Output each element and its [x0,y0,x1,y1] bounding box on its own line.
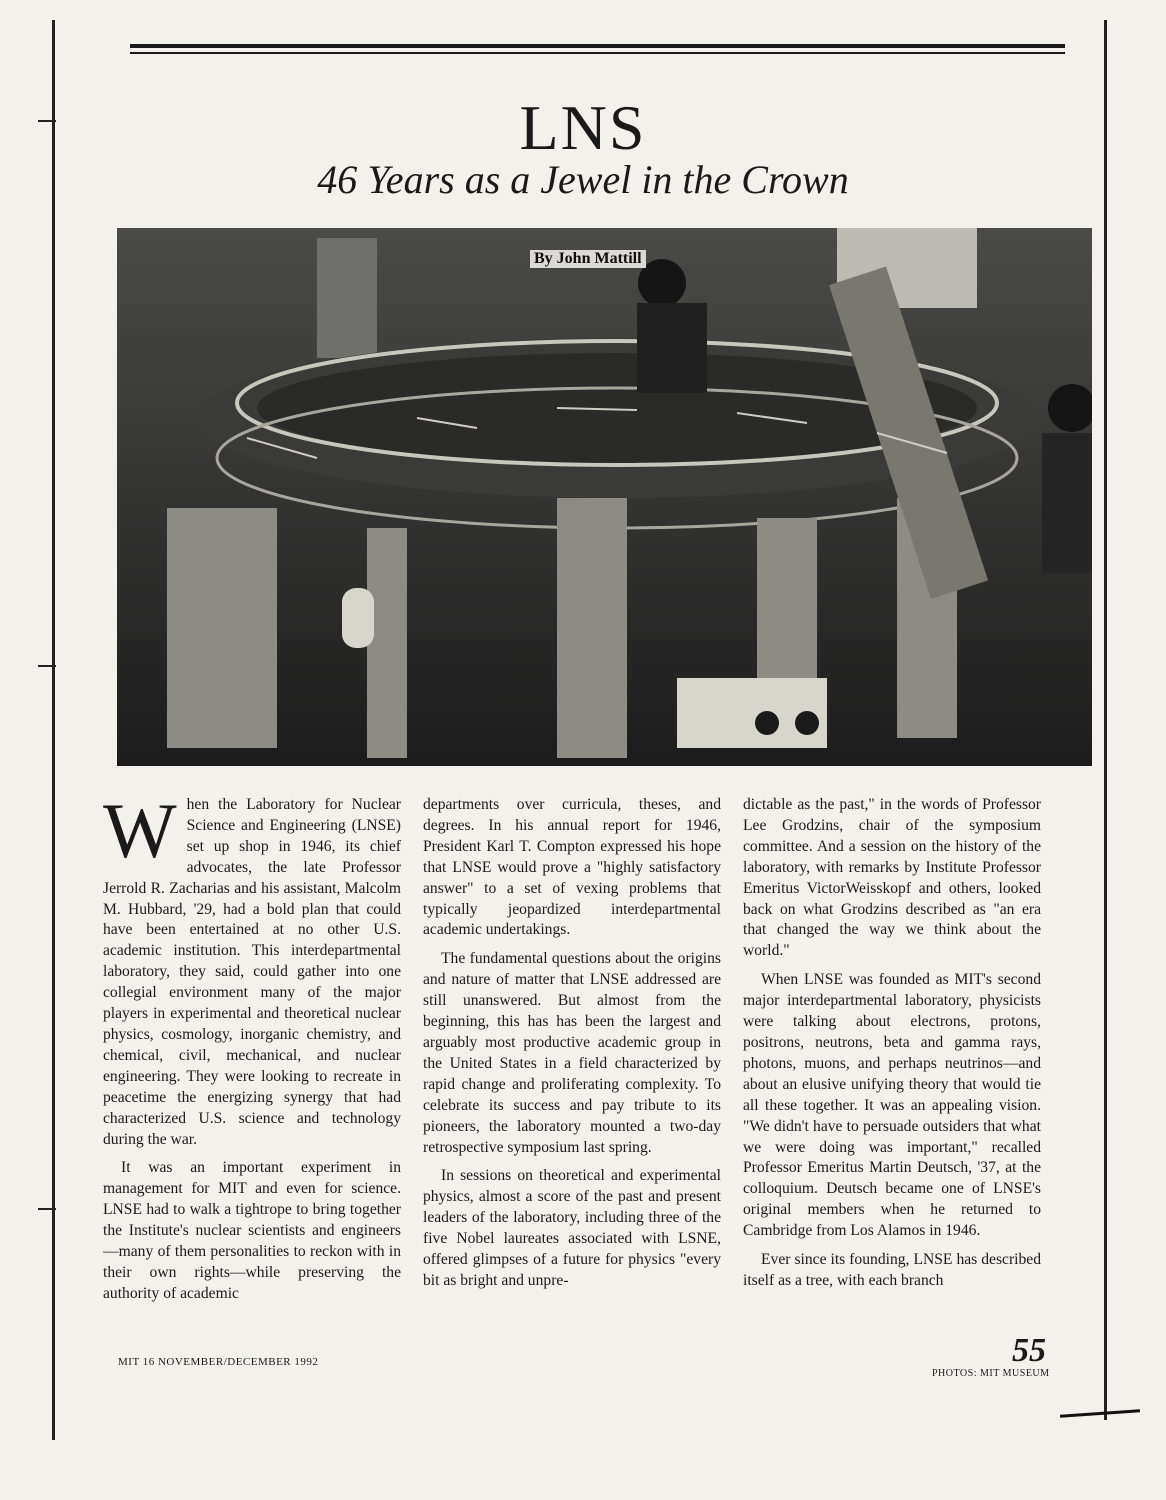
paragraph: It was an important experiment in management for MIT and even for science. LNSE had to walk a tightrope to bring together the Institute's nuclear scientists and engineers—many of them personalities to reckon with in their own rights—while preserving the authority of academic [103,1159,401,1302]
page-number: 55 [1012,1332,1046,1369]
dropcap: W [103,787,177,874]
paragraph: dictable as the past," in the words of Professor Lee Grodzins, chair of the symposium committee. And a session on the history of the laboratory, with remarks by Institute Professor Emeritus VictorWeisskopf and others, looked back on what Grodzins described as "an era that changed the way we think about the world." [743,796,1041,960]
paragraph: In sessions on theoretical and experimental physics, almost a score of the past and present leaders of the laboratory, including three of the five Nobel laureates associated with LSNE, offered glimpses of a future for physics "every bit as bright and unpre- [423,1167,721,1289]
article-subtitle: 46 Years as a Jewel in the Crown [317,157,849,202]
scan-mark [38,665,56,667]
scan-left-edge [52,20,55,1440]
column-2 [423,795,721,1300]
photo-credit: PHOTOS: MIT MUSEUM [932,1368,1050,1379]
column-3 [743,795,1041,1300]
top-rule [130,44,1065,48]
scan-corner-mark [1060,1409,1140,1418]
paragraph: The fundamental questions about the origins and nature of matter that LNSE addressed are still unanswered. But almost from the beginning, this has has been the largest and arguably most productive academic group in the United States in a field characterized by rapid change and proliferating complexity. To celebrate its success and pay tribute to its pioneers, the laboratory mounted a two-day retrospective symposium last spring. [423,950,721,1156]
photo-illustration [117,228,1092,766]
scan-right-edge [1104,20,1107,1420]
paragraph: hen the Laboratory for Nuclear Science and Engineering (LNSE) set up shop in 1946, its chief advocates, the late Professor Jerrold R. Zacharias and his assistant, Malcolm M. Hubbard, '29, had a bold plan that could have been entertained at no other U.S. academic institution. This interdepartmental laboratory, they said, could gather into one collegial environment many of the major players in experimental and theoretical nuclear physics, cosmology, inorganic chemistry, and chemical, civil, mechanical, and nuclear engineering. They were looking to recreate in peacetime the energizing synergy that had characterized U.S. science and technology during the war. [103,796,401,1148]
column-1 [103,787,401,1313]
paragraph: Ever since its founding, LNSE has described itself as a tree, with each branch [743,1251,1041,1289]
paragraph: departments over curricula, theses, and degrees. In his annual report for 1946, President Karl T. Compton expressed his hope that LNSE would prove a "highly satisfactory answer" to a set of vexing problems that typically jeopardized interdepartmental academic undertakings. [423,796,721,939]
paragraph: When LNSE was founded as MIT's second major interdepartmental laboratory, physicists were talking about electrons, protons, positrons, neutrons, beta and gamma rays, photons, muons, and perhaps neutrinos—and about an elusive unifying theory that would tie all these together. It was an appealing vision. "We didn't have to persuade outsiders that what we were doing was important," recalled Professor Emeritus Martin Deutsch, '37, at the colloquium. Deutsch became one of LNSE's original members when he returned to Cambridge from Los Alamos in 1946. [743,971,1041,1240]
article-title: LNS [519,92,647,163]
scan-mark [38,1208,56,1210]
cyclotron-photo [117,228,1092,766]
top-rule-thin [130,52,1065,54]
article-byline: By John Mattill [530,250,646,268]
issue-footer: MIT 16 NOVEMBER/DECEMBER 1992 [118,1356,319,1368]
